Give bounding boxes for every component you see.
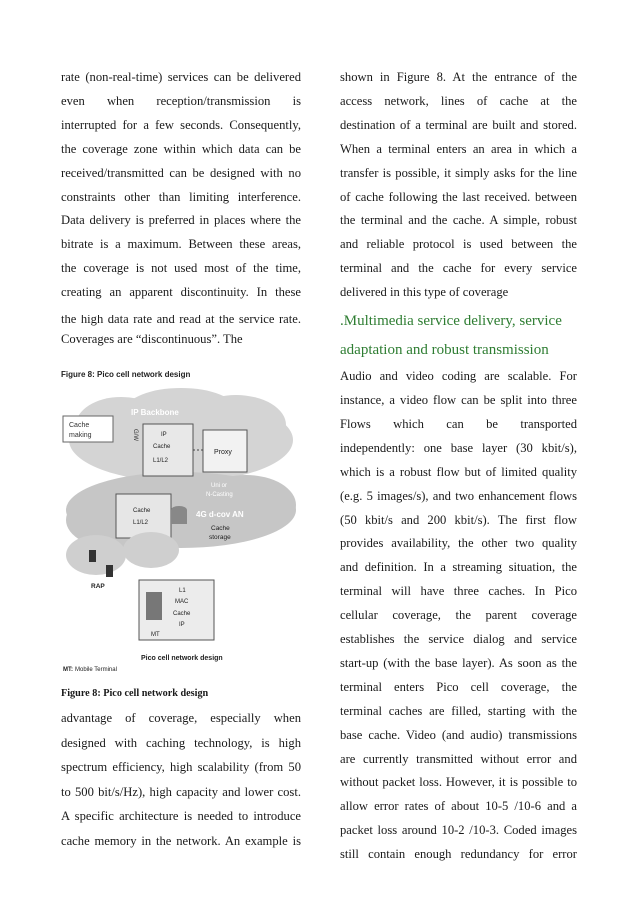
text-line: A specific architecture is needed to introduce	[61, 809, 301, 824]
svg-text:MT:: MT:	[63, 667, 73, 673]
text-line: terminal and the cache for every service	[340, 261, 577, 276]
text-line: Audio and video coding are scalable. For	[340, 369, 577, 384]
text-line: access network, lines of cache at the	[340, 93, 577, 108]
svg-text:L1/L2: L1/L2	[133, 520, 149, 526]
text-line: allow error rates of about 10-5 /10-6 and a	[340, 799, 577, 814]
text-line: (e.g. 5 images/s), and two enhancement flows	[340, 488, 577, 503]
text-line: and definition. In a streaming situation, the	[340, 560, 577, 575]
svg-text:Cache: Cache	[153, 444, 171, 450]
text-line: without packet loss. However, it is possible to	[340, 775, 577, 790]
text-line: provides availability, the other two quality	[340, 536, 577, 551]
text-line: constraints other than limiting interference.	[61, 189, 301, 204]
text-line: which is a robust flow but of limited quality	[340, 464, 577, 479]
text-line: cache memory in the network. An example is	[61, 833, 301, 848]
network-diagram	[61, 370, 301, 678]
diagram-subtitle: Pico cell network design	[141, 655, 223, 662]
right-column	[340, 66, 577, 867]
text-line: terminal will have three caches. In Pico	[340, 584, 577, 599]
text-line: and reliable protocol is used between the	[340, 237, 577, 252]
text-line: the coverage is not used most of the time,	[61, 261, 301, 276]
text-line: base cache. Video (and audio) transmissions	[340, 727, 577, 742]
text-line: of cache following the last received. between	[340, 189, 577, 204]
text-line: cellular coverage, the parent coverage	[340, 608, 577, 623]
text-line: transfer is possible, it simply asks for the line	[340, 165, 577, 180]
text-line: When a terminal enters an area in which a	[340, 141, 577, 156]
text-line: shown in Figure 8. At the entrance of the	[340, 70, 577, 84]
figure-caption: Figure 8: Pico cell network design	[61, 688, 209, 699]
text-line: start-up (with the base layer). As soon as the	[340, 655, 577, 670]
ip-backbone-label: IP Backbone	[131, 408, 179, 417]
text-line: establishes the service dialog and service	[340, 632, 577, 647]
text-line: delivered in this type of coverage	[340, 285, 509, 300]
svg-text:L1: L1	[179, 588, 186, 594]
text-line: spectrum efficiency, high scalability (from 50	[61, 760, 301, 775]
gateway-box	[143, 424, 193, 476]
section-heading: adaptation and robust transmission	[340, 342, 549, 359]
text-line: the terminal and the cache. A simple, robust	[340, 213, 577, 228]
svg-text:N-Casting: N-Casting	[206, 492, 233, 498]
text-line: are currently transmitted without error and	[340, 751, 577, 766]
svg-text:IP: IP	[161, 432, 167, 438]
svg-text:MAC: MAC	[175, 599, 189, 605]
text-line: creating an apparent discontinuity. In these	[61, 285, 301, 300]
text-line: the coverage zone within which data can be	[61, 141, 301, 156]
text-line: Data delivery is preferred in places where the	[61, 213, 301, 228]
text-line: bitrate is a maximum. Between these areas,	[61, 237, 301, 252]
text-line: interrupted for a few seconds. Consequently,	[61, 117, 301, 132]
text-line: received/transmitted can be designed with no	[61, 165, 301, 180]
figure-title: Figure 8: Pico cell network design	[61, 370, 191, 379]
svg-text:storage: storage	[209, 534, 231, 541]
text-line: Coverages are “discontinuous”. The	[61, 332, 243, 347]
text-line: to 500 bit/s/Hz), high capacity and lower cost.	[61, 784, 301, 799]
text-line: rate (non-real-time) services can be delivered	[61, 70, 301, 84]
svg-text:Cache: Cache	[173, 611, 191, 617]
svg-text:Mobile Terminal: Mobile Terminal	[75, 667, 117, 673]
svg-text:Cache: Cache	[133, 508, 151, 514]
cache-making-label: Cache	[69, 422, 90, 429]
text-line: (50 kbit/s and 200 kbit/s). The first flow	[340, 512, 577, 527]
text-line: independently: one base layer (30 kbit/s),	[340, 440, 577, 455]
ran-cache-box	[116, 494, 171, 538]
section-heading: .Multimedia service delivery, service	[340, 313, 562, 330]
clipped-text-line: the high data rate and read at the service rate.	[61, 315, 301, 327]
text-line: packet loss around 10-2 /10-3. Coded images	[340, 823, 577, 838]
text-line: terminal enters Pico cell coverage, the	[340, 679, 577, 694]
text-line: still contain enough redundancy for error	[340, 847, 577, 862]
svg-text:Cache: Cache	[211, 525, 230, 532]
text-line: even when reception/transmission is	[61, 93, 301, 108]
figure-pico-cell	[61, 370, 301, 678]
text-line: Flows which can be transported	[340, 416, 577, 431]
access-network-label: 4G d-cov AN	[196, 510, 244, 519]
text-line: terminal caches are filled, starting with the	[340, 703, 577, 718]
left-column-continued	[61, 680, 301, 853]
svg-text:Uni or: Uni or	[211, 483, 228, 489]
text-line: advantage of coverage, especially when	[61, 710, 301, 725]
svg-text:MT: MT	[151, 632, 160, 638]
svg-text:L1/L2: L1/L2	[153, 458, 169, 464]
svg-text:RAP: RAP	[91, 583, 105, 590]
left-column	[61, 66, 301, 349]
text-line: instance, a video flow can be split into three	[340, 392, 577, 407]
text-line: destination of a terminal are built and stored.	[340, 117, 577, 132]
pico-cell	[123, 532, 179, 568]
svg-text:G/W: G/W	[132, 429, 138, 441]
svg-text:Proxy: Proxy	[214, 449, 232, 456]
svg-text:making: making	[69, 432, 92, 439]
text-line: designed with caching technology, is high	[61, 735, 301, 750]
svg-text:IP: IP	[179, 622, 185, 628]
